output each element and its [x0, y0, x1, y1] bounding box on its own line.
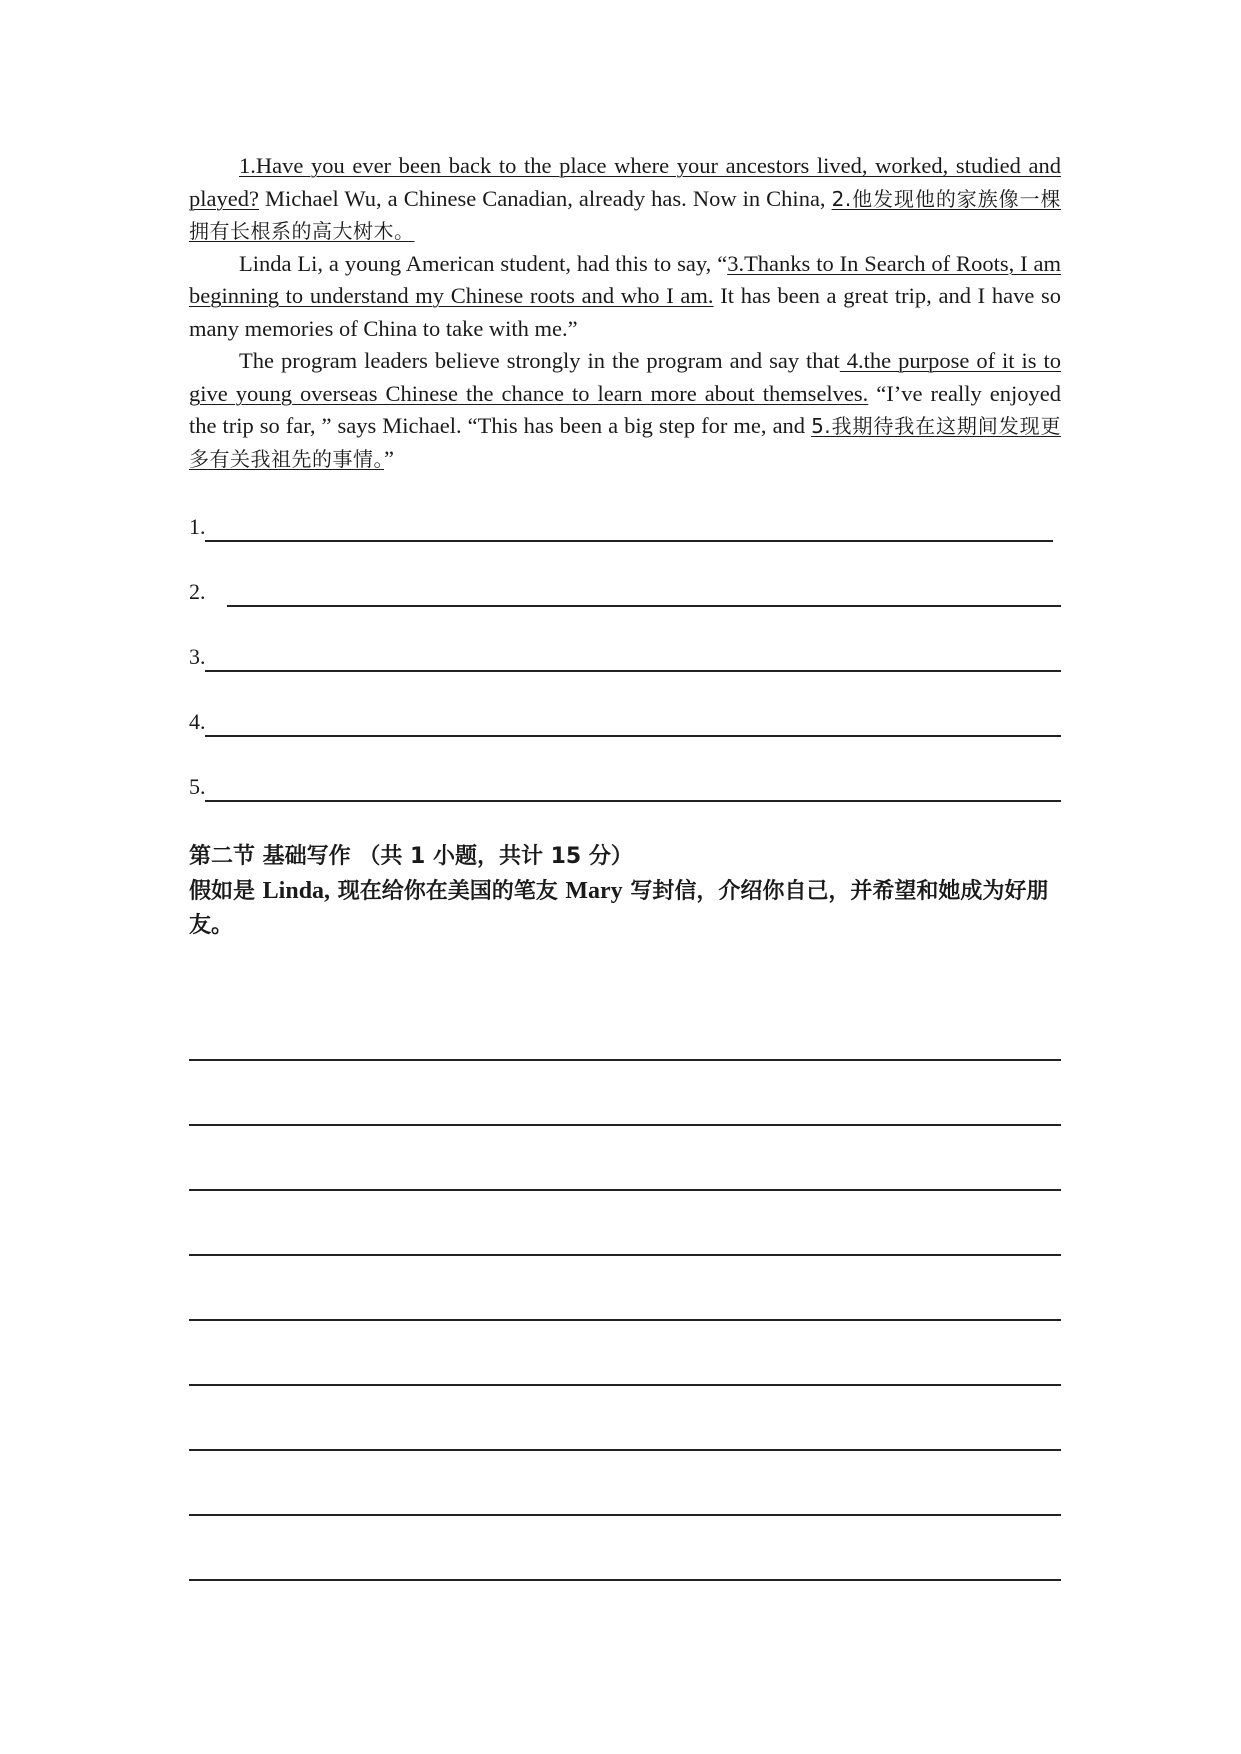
- paragraph-3-end: ”: [384, 445, 394, 471]
- question-5-sentence: 5.我期待我在这期间发现更多有关我祖先的事情。: [189, 414, 1061, 471]
- writing-section: [189, 840, 1061, 943]
- writing-line[interactable]: [189, 1061, 1061, 1126]
- paragraph-1-text: Michael Wu, a Chinese Canadian, already has. Now in China,: [258, 185, 832, 211]
- question-3-sentence: 3.Thanks to In Search of Roots, I am beginning to understand my Chinese roots and who I am.: [189, 250, 1062, 308]
- answer-row-4[interactable]: [189, 707, 1061, 772]
- prompt-text: 写封信，介绍你自己，并希望和她成为好朋友。: [189, 879, 1049, 938]
- answer-number: 2.: [189, 579, 206, 604]
- writing-line[interactable]: [189, 1321, 1061, 1386]
- answer-row-3[interactable]: [189, 642, 1061, 707]
- writing-line[interactable]: [189, 1516, 1061, 1581]
- question-1-sentence: 1.Have you ever been back to the place where your ancestors lived, worked, studied and played?: [189, 153, 1061, 211]
- section-prompt: [189, 874, 1061, 943]
- answer-line[interactable]: [205, 670, 1061, 672]
- writing-line[interactable]: [189, 1451, 1061, 1516]
- paragraph-2: [189, 248, 1061, 346]
- section-title: 第二节 基础写作 （共 1 小题，共计 15 分）: [189, 844, 633, 869]
- answer-number: 3.: [189, 644, 206, 669]
- answer-lines: [189, 512, 1061, 837]
- prompt-text: 假如是: [189, 879, 263, 904]
- prompt-name: Mary: [565, 878, 623, 904]
- question-4-sentence: 4.the purpose of it is to give young overseas Chinese the chance to learn more about themselves.: [189, 348, 1061, 406]
- answer-row-5[interactable]: [189, 772, 1061, 837]
- answer-line[interactable]: [205, 800, 1061, 802]
- answer-line[interactable]: [205, 735, 1061, 737]
- paragraph-1: [189, 150, 1061, 248]
- paragraph-2-intro: Linda Li, a young American student, had this to say, “: [239, 250, 728, 276]
- prompt-text: 现在给你在美国的笔友: [330, 879, 566, 904]
- writing-line[interactable]: [189, 1191, 1061, 1256]
- paragraph-3-text: “I’ve really enjoyed the trip so far, ” says Michael. “This has been a big step for me, and: [189, 380, 1061, 438]
- paragraph-2-text: It has been a great trip, and I have so many memories of China to take with me.”: [189, 283, 1062, 341]
- paragraph-3-intro: The program leaders believe strongly in the program and say that: [239, 348, 840, 373]
- answer-number: 1.: [189, 514, 206, 539]
- prompt-name: Linda,: [262, 878, 331, 904]
- answer-line[interactable]: [227, 605, 1061, 607]
- writing-line[interactable]: [189, 1256, 1061, 1321]
- writing-line[interactable]: [189, 1386, 1061, 1451]
- paragraph-3: [189, 345, 1061, 475]
- answer-row-2[interactable]: [189, 577, 1061, 642]
- writing-line[interactable]: [189, 996, 1061, 1061]
- answer-number: 5.: [189, 774, 206, 799]
- answer-number: 4.: [189, 709, 206, 734]
- answer-line[interactable]: [205, 540, 1053, 542]
- writing-lines[interactable]: [189, 996, 1061, 1581]
- answer-row-1[interactable]: [189, 512, 1061, 577]
- writing-line[interactable]: [189, 1126, 1061, 1191]
- passage: [189, 150, 1061, 475]
- question-2-sentence: 2.他发现他的家族像一棵拥有长根系的高大树木。: [189, 186, 1061, 243]
